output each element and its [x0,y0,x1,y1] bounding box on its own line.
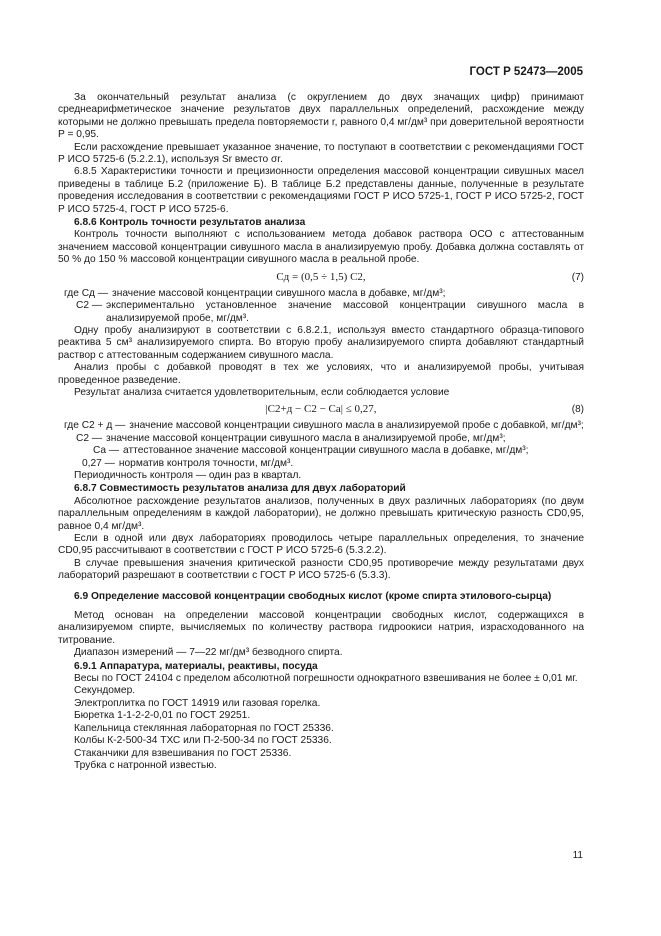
definition-item [58,445,584,457]
paragraph: Капельница стеклянная лабораторная по ГОСТ 25336. [74,722,334,734]
definition-item [58,300,584,325]
paragraph: Метод основан на определении массовой концентрации свободных кислот, содержащихся в анализируемом спирте, вычисляемых по количеству раствора гидроокиси натрия, израсходованного на титрование. [58,610,584,646]
definition-text: экспериментально установленное значение массовой концентрации сивушного масла в анализируемой пробе, мг/дм³. [106,300,584,324]
definition-item [58,458,584,470]
page-number: 11 [572,850,583,861]
formula-expression: |C2+д − C2 − Cа| ≤ 0,27, [265,403,377,416]
definition-item [58,288,584,300]
paragraph: Электроплитка по ГОСТ 14919 или газовая горелка. [74,697,321,709]
definition-text: норматив контроля точности, мг/дм³. [118,457,294,469]
formula-number: (7) [571,271,584,283]
definition-item [58,433,584,445]
paragraph: Секундомер. [74,685,136,697]
definition-text: значение массовой концентрации сивушного масла в добавке, мг/дм³; [112,287,446,299]
paragraph: Трубка с натронной известью. [74,759,217,771]
paragraph: Стаканчики для взвешивания по ГОСТ 25336. [74,747,292,759]
paragraph: Весы по ГОСТ 24104 с пределом абсолютной погрешности однократного взвешивания не более ± 0,01 мг. [74,673,578,685]
definition-symbol: где Cд — [64,287,109,299]
definition-text: аттестованное значение массовой концентрации сивушного масла в добавке, мг/дм³; [123,445,529,457]
section-heading: 6.9.1 Аппаратура, материалы, реактивы, посуда [74,660,318,672]
paragraph: Диапазон измерений — 7—22 мг/дм³ безводного спирта. [74,647,343,659]
paragraph: Одну пробу анализируют в соответствии с 6.8.2.1, используя вместо стандартного образца-типового реактива 5 см³ анализируемого спирта. Во вторую пробу анализируемого спирта добавляют стандартный раствор с аттестованным содержанием сивушного масла. [58,324,584,361]
definition-item [58,420,584,432]
document-header: ГОСТ Р 52473—2005 [469,66,583,78]
paragraph: Анализ пробы с добавкой проводят в тех же условиях, что и анализируемой пробы, учитывая проведенное разведение. [58,362,584,386]
paragraph: Если расхождение превышает указанное значение, то поступают в соответствии с рекомендациями ГОСТ Р ИСО 5725-6 (5.2.2.1), используя Sr вместо σr. [58,141,584,166]
paragraph: 6.8.5 Характеристики точности и прецизионности определения массовой концентрации сивушных масел приведены в таблице Б.2 (приложение Б). В таблице Б.2 представлены данные, полученные в результате проведения исследования в соответствии с рекомендациями ГОСТ Р ИСО 5725-1, ГОСТ Р ИСО 5725-2, ГОСТ Р ИСО 5725-4, ГОСТ Р ИСО 5725-6. [58,166,584,215]
definition-symbol: C2 — [76,300,103,312]
definition-symbol: 0,27 — [82,457,115,469]
paragraph: Контроль точности выполняют с использованием метода добавок раствора ОСО с аттестованным значением массовой концентрации сивушного масла в анализируемую пробу. Добавка должна составлять от 50 % до 150 % массовой концентрации сивушного масла в реальной пробе. [58,229,584,266]
definition-symbol: где C2 + д — [64,420,126,432]
formula [58,269,584,286]
definition-text: значение массовой концентрации сивушного масла в анализируемой пробе, мг/дм³; [106,432,506,444]
definition-text: значение массовой концентрации сивушного масла в анализируемой пробе с добавкой, мг/дм³; [129,420,584,432]
paragraph: Результат анализа считается удовлетворительным, если соблюдается условие [74,386,450,398]
paragraph: Абсолютное расхождение результатов анализов, полученных в двух различных лабораториях (по двум параллельным определениям в каждой лаборатории), не должно превышать критическую разность CD0,95, равное 0,4 мг/дм³. [58,495,584,532]
formula-expression: Cд = (0,5 ÷ 1,5) C2, [276,270,366,283]
paragraph: В случае превышения значения критической разности CD0,95 противоречие между результатами двух лабораторий разрешают в соответствии с ГОСТ Р ИСО 5725-6 (5.3.3). [58,557,584,582]
paragraph: Бюретка 1-1-2-2-0,01 по ГОСТ 29251. [74,710,251,722]
formula-number: (8) [571,404,584,416]
definition-symbol: Cа — [93,445,120,457]
section-heading: 6.8.7 Совместимость результатов анализа для двух лабораторий [74,483,406,495]
formula [58,401,584,418]
paragraph: Колбы К-2-500-34 ТХС или П-2-500-34 по ГОСТ 25336. [74,735,332,747]
paragraph: Периодичность контроля — один раз в квартал. [74,469,302,481]
paragraph: Если в одной или двух лабораториях проводилось четыре параллельных определения, то значение CD0,95 рассчитывают в соответствии с ГОСТ Р ИСО 5725-6 (5.3.2.2). [58,533,584,557]
definition-symbol: C2 — [76,432,103,444]
section-heading: 6.9 Определение массовой концентрации свободных кислот (кроме спирта этилового-сырца) [74,590,552,602]
section-heading: 6.8.6 Контроль точности результатов анализа [74,217,306,229]
paragraph: За окончательный результат анализа (с округлением до двух значащих цифр) принимают среднеарифметическое значение результатов двух параллельных определений, расхождение между которыми не должно превышать предела повторяемости r, равного 0,4 мг/дм³ при доверительной вероятности P = 0,95. [58,92,584,141]
document-body [58,92,584,772]
